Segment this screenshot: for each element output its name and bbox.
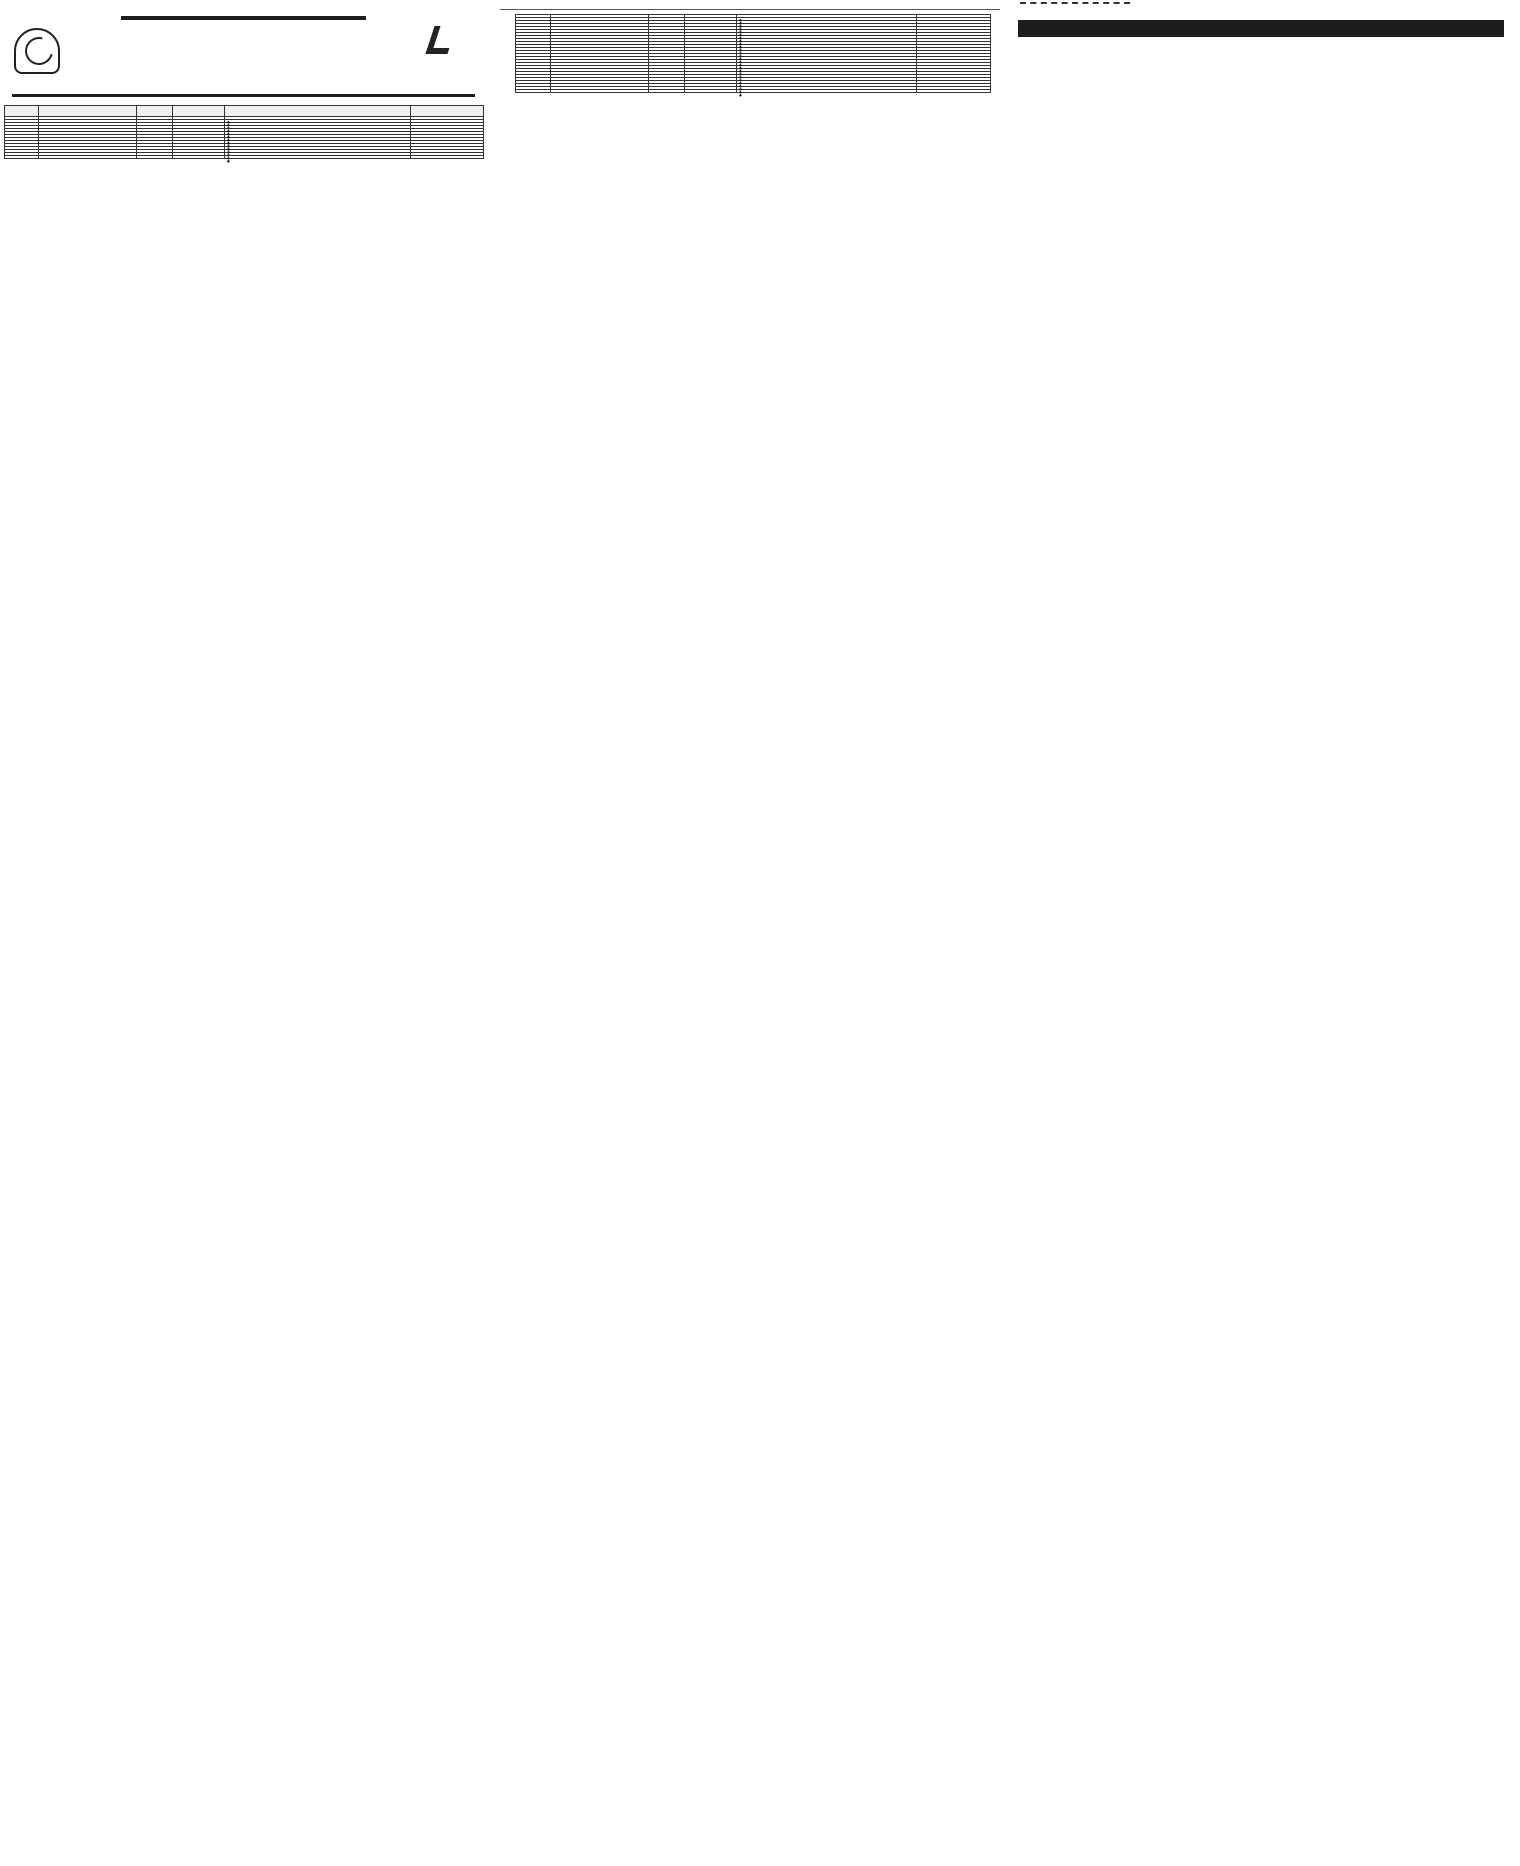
table-row — [516, 90, 991, 93]
header-age — [411, 106, 484, 117]
uraan-pakistan-logo — [409, 26, 473, 65]
post-grade — [137, 156, 173, 159]
vacancy-title — [12, 94, 475, 97]
signature-block — [1018, 20, 1504, 37]
post-name — [551, 90, 649, 93]
header-sno — [5, 106, 39, 117]
post-age-limit — [917, 90, 991, 93]
column-2 — [515, 14, 990, 96]
header-criteria — [225, 106, 411, 117]
column-1 — [4, 0, 483, 159]
post-count — [685, 90, 737, 93]
post-grade — [649, 90, 685, 93]
table-header-row — [5, 106, 484, 117]
post-count — [173, 156, 225, 159]
vacancy-table-2 — [515, 14, 991, 93]
post-age-limit — [411, 156, 484, 159]
top-dashes — [1020, 2, 1130, 4]
post-criteria — [737, 90, 917, 93]
vacancy-table-1 — [4, 105, 484, 159]
column-3 — [1018, 14, 1504, 37]
post-name — [39, 156, 137, 159]
header-posts — [173, 106, 225, 117]
uraan-logo-icon — [425, 26, 456, 54]
post-criteria — [225, 156, 411, 159]
header-name — [39, 106, 137, 117]
ministry-header — [4, 20, 483, 90]
government-emblem-icon — [14, 28, 60, 74]
header-grade — [137, 106, 173, 117]
top-strip — [500, 0, 1000, 10]
post-sno — [516, 90, 551, 93]
post-sno — [5, 156, 39, 159]
table-row — [5, 156, 484, 159]
